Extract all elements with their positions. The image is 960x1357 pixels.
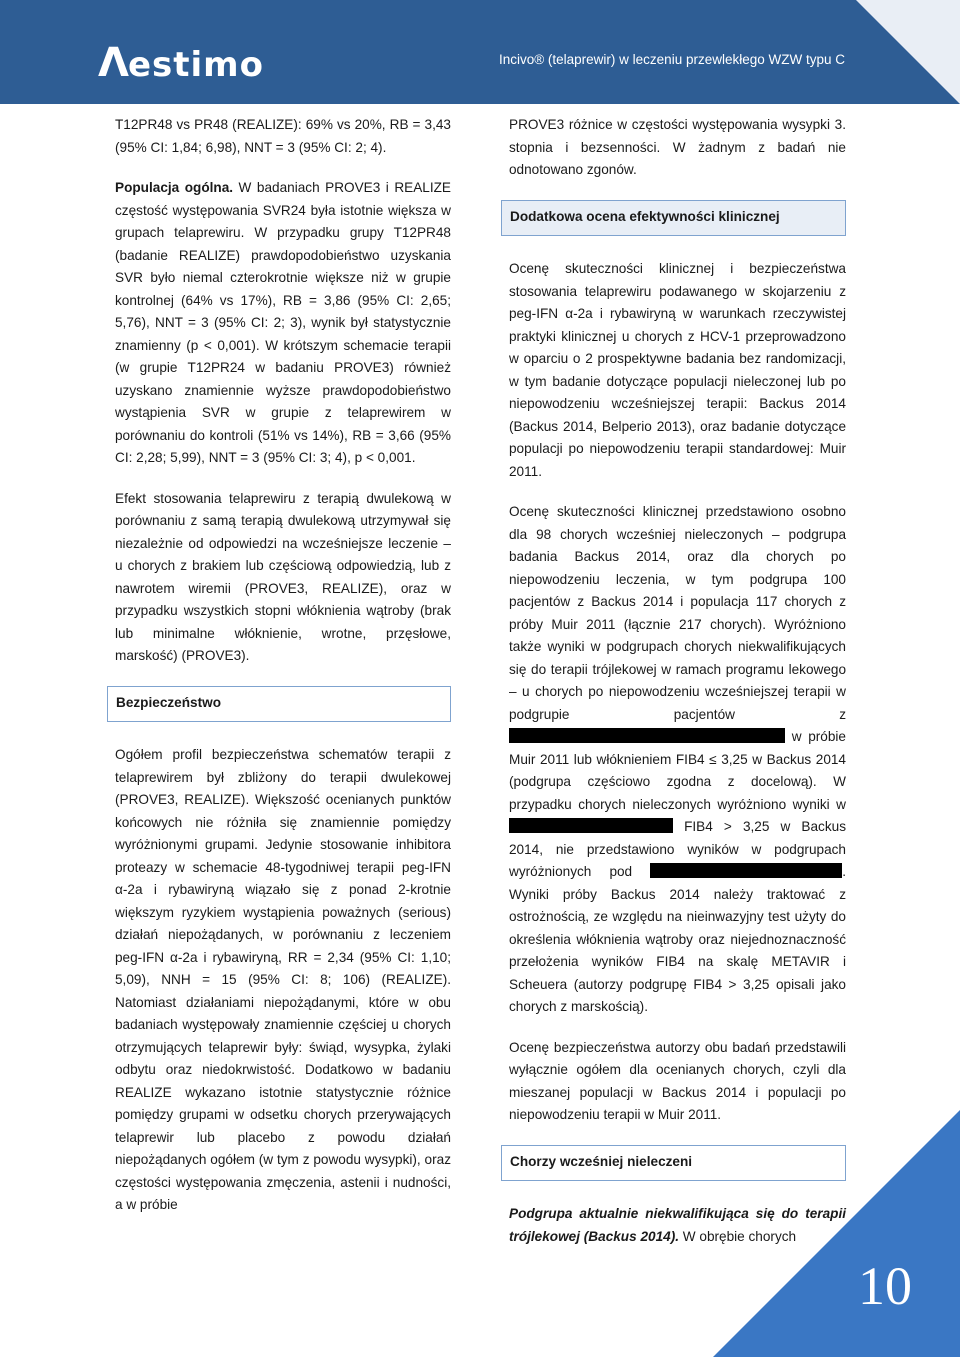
paragraph-prove3-differences: PROVE3 różnice w częstości występowania wysypki 3. stopnia i bezsenności. W żadnym z badań nie odnotowano zgonów. (509, 117, 846, 177)
estimo-logo (98, 40, 264, 86)
section-heading-additional-evaluation: Dodatkowa ocena efektywności klinicznej (501, 200, 846, 237)
efficacy-subgroups-text-3: FIB4 > 3,25 w Backus 2014, nie przedstawiono wyników w podgrupach wyróżnionych pod (509, 819, 846, 879)
backus-subgroup-text: W obrębie chorych (679, 1228, 797, 1244)
efficacy-subgroups-text-1: Ocenę skuteczności klinicznej przedstawiono osobno dla 98 chorych wcześniej nieleczonych – podgrupa badania Backus 2014, oraz dla chorych po niepowodzeniu leczenia, w tym podgrupa 100 pacjentów z Backus 2014 i populacja 117 chorych z próby Muir 2011 (łącznie 217 chorych). Wyróżniono także wyniki w podgrupach chorych niekwalifikujących się do terapii trójlekowej w ramach programu lekowego – u chorych po niepowodzeniu wcześniejszej terapii w podgrupie pacjentów z (509, 504, 846, 722)
general-population-text: W badaniach PROVE3 i REALIZE częstość występowania SVR24 była istotnie większa w grupach telaprewiru. W przypadku grupy T12PR48 (badanie REALIZE) prawdopodobieństwo uzyskania SVR było niemal czterokrotnie większe niż w grupie kontrolnej (64% vs 17%), RB = 3,86 (95% CI: 2,65; 5,76), NNT = 3 (95% CI: 2; 3), wynik był statystycznie znamienny (p < 0,001). W krótszym schemacie terapii (w grupie T12PR24 w badaniu PROVE3) również uzyskano znamiennie wyższe prawdopodobieństwo wystąpienia SVR w grupie z telaprewirem w porównaniu do kontroli (51% vs 14%), RB = 3,66 (95% CI: 2,28; 5,99), NNT = 3 (95% CI: 3; 4), p < 0,001. (115, 180, 451, 465)
paragraph-safety-profile: Ogółem profil bezpieczeństwa schematów terapii z telaprewirem był zbliżony do terapii dwulekowej (PROVE3, REALIZE). Większość ocenianych punktów końcowych nie różniła się znamiennie pomiędzy wyróżnionymi grupami. Jedynie stosowanie inhibitora proteazy w schemacie 48-tygodniwej terapii peg-IFN α-2a i rybawiryną wiązało się z ponad 2-krotnie większym ryzykiem wystąpienia poważnych (serious) działań niepożądanych, w porównaniu z leczeniem peg-IFN α-2a i rybawiryną, RR = 2,34 (95% CI: 1,10; 5,09), NNH = 15 (95% CI: 8; 106) (REALIZE). Natomiast działaniami niepożądanymi, które w obu badaniach występowały znamiennie częściej u chorych otrzymujących telaprewir były: świąd, wysypka, żylaki odbytu oraz niedokrwistość. Dodatkowo w badaniu REALIZE wykazano istotnie statystycznie różnice pomiędzy grupami w odsetku chorych przerywających telaprewir lub placebo z powodu działań niepożądanych ogółem (w tym z powodu wysypki), oraz częstości występowania zmęczenia, astenii i nudności, a w próbie (115, 747, 451, 1212)
paragraph-real-world-studies: Ocenę skuteczności klinicznej i bezpieczeństwa stosowania telaprewiru podawanego w skojarzeniu z peg-IFN α-2a i rybawiryną w warunkach rzeczywistej praktyki klinicznej u chorych z HCV-1 przeprowadzono w oparciu o 2 prospektywne badania bez randomizacji, w tym badanie dotyczące populacji nieleczonej lub po niepowodzeniu wcześniejszej terapii: Backus 2014 (Backus 2014, Belperio 2013), oraz badanie dotyczące populacji po niepowodzeniu terapii standardowej: Muir 2011. (509, 261, 846, 479)
paragraph-telaprevir-effect: Efekt stosowania telaprewiru z terapią dwulekową w porównaniu z samą terapią dwulekową utrzymywał się niezależnie od odpowiedzi na wcześniejsze leczenie – u chorych z brakiem lub częściową odpowiedzią, lub z nawrotem wiremii (PROVE3, REALIZE), oraz w przypadku wszystkich stopni włóknienia wątroby (brak lub minimalne włóknienie, wrotne, przęsłowe, marskość) (PROVE3). (115, 490, 451, 663)
section-heading-safety: Bezpieczeństwo (107, 686, 451, 723)
footer-corner-decoration (713, 1110, 960, 1357)
logo-text: estimo (127, 45, 264, 85)
redacted-text (509, 728, 785, 743)
header-corner-decoration (856, 0, 960, 104)
left-column (115, 114, 451, 1217)
logo-lambda-mark: Λ (98, 40, 130, 86)
section-heading-treatment-naive: Chorzy wcześniej nieleczeni (501, 1145, 846, 1182)
right-column (509, 114, 846, 1248)
general-population-label: Populacja ogólna. (115, 180, 234, 195)
paragraph-efficacy-subgroups (509, 501, 846, 1019)
efficacy-subgroups-text-2: w próbie Muir 2011 lub włóknieniem FIB4 ≤ 3,25 w Backus 2014 (podgrupa częściowo zgodna z docelową). W przypadku chorych nieleczonych wyróżniono wyniki w (509, 729, 846, 812)
redacted-text (650, 863, 842, 878)
document-title: Incivo® (telaprewir) w leczeniu przewlekłego WZW typu C (498, 52, 845, 67)
page-header (0, 0, 960, 104)
backus-subgroup-label: Podgrupa aktualnie niekwalifikująca się do terapii trójlekowej (Backus 2014). (509, 1206, 846, 1244)
redacted-text (509, 818, 673, 833)
efficacy-subgroups-text-4: . Wyniki próby Backus 2014 należy traktować z ostrożnością, ze względu na nieinwazyjny test użyty do określenia włóknienia wątroby oraz niejednoznaczność przełożenia wyników FIB4 na skalę METAVIR i Scheuera (autorzy podgrupę FIB4 > 3,25 opisali jako chorych z marskością). (509, 864, 846, 1014)
paragraph-safety-assessment: Ocenę bezpieczeństwa autorzy obu badań przedstawili wyłącznie ogółem dla ocenianych chorych, czyli dla mieszanej populacji w Backus 2014 i populacji po niepowodzeniu terapii w Muir 2011. (509, 1039, 846, 1122)
page-number: 10 (858, 1256, 912, 1316)
paragraph-realize-result: T12PR48 vs PR48 (REALIZE): 69% vs 20%, RB = 3,43 (95% CI: 1,84; 6,98), NNT = 3 (95% CI: 2; 4). (115, 117, 451, 155)
paragraph-general-population (115, 177, 451, 470)
